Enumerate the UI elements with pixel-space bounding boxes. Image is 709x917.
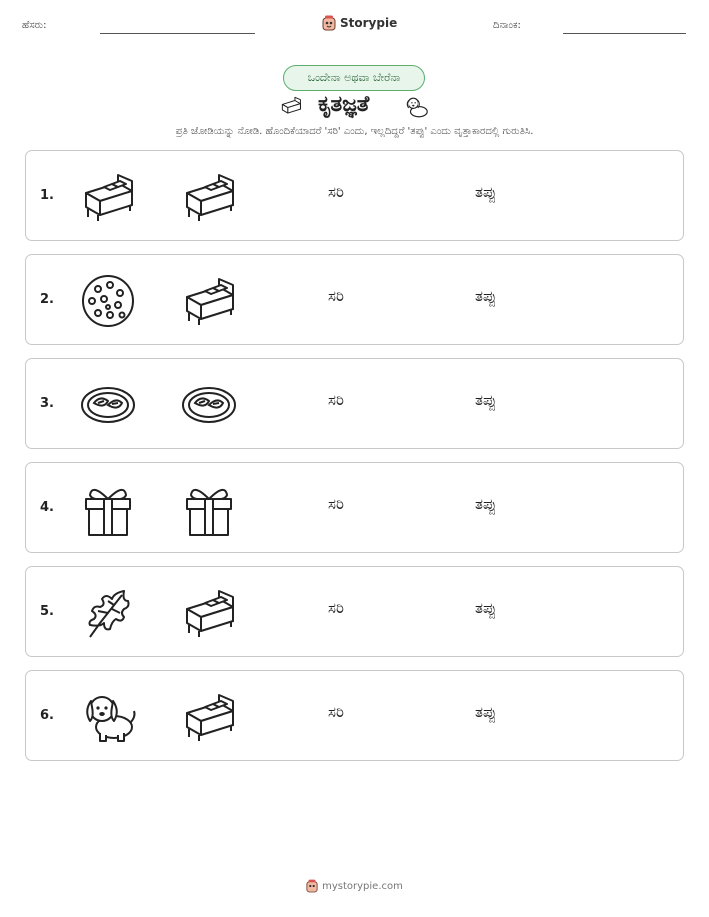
brand-name: Storypie bbox=[340, 16, 398, 30]
plate-icon bbox=[78, 377, 138, 433]
gift-icon bbox=[179, 481, 239, 537]
question-number: 2. bbox=[40, 292, 54, 307]
option-same[interactable]: ಸರಿ bbox=[328, 183, 344, 201]
footer bbox=[0, 879, 709, 893]
question-number: 4. bbox=[40, 500, 54, 515]
puppy-icon bbox=[78, 689, 138, 745]
puppy-icon bbox=[402, 94, 432, 120]
option-same[interactable]: ಸರಿ bbox=[328, 599, 344, 617]
option-same[interactable]: ಸರಿ bbox=[328, 287, 344, 305]
bed-icon bbox=[276, 95, 306, 117]
option-different[interactable]: ತಪ್ಪು bbox=[475, 183, 497, 201]
option-same[interactable]: ಸರಿ bbox=[328, 391, 344, 409]
question-number: 3. bbox=[40, 396, 54, 411]
question-number: 5. bbox=[40, 604, 54, 619]
name-line[interactable] bbox=[100, 33, 255, 34]
instructions: ಪ್ರತಿ ಜೋಡಿಯನ್ನು ನೋಡಿ. ಹೊಂದಿಕೆಯಾದರೆ 'ಸರಿ' ಎಂದು, ಇಲ್ಲದಿದ್ದರೆ 'ತಪ್ಪು' ಎಂದು ವೃತ್ತಾಕಾರದಲ್ಲಿ ಗುರುತಿಸಿ. bbox=[175, 126, 534, 137]
option-same[interactable]: ಸರಿ bbox=[328, 703, 344, 721]
leaf-icon bbox=[78, 585, 138, 641]
name-label: ಹೆಸರು: bbox=[22, 20, 47, 31]
worksheet-title: ಕೃತಜ್ಞತೆ bbox=[318, 92, 370, 117]
storypie-mascot-icon bbox=[306, 879, 318, 893]
date-label: ದಿನಾಂಕ: bbox=[493, 20, 521, 31]
bed-icon bbox=[179, 273, 239, 329]
option-different[interactable]: ತಪ್ಪು bbox=[475, 287, 497, 305]
footer-site-link[interactable]: mystorypie.com bbox=[322, 880, 403, 892]
question-number: 6. bbox=[40, 708, 54, 723]
date-line[interactable] bbox=[563, 33, 686, 34]
storypie-mascot-icon bbox=[322, 15, 336, 31]
option-different[interactable]: ತಪ್ಪು bbox=[475, 703, 497, 721]
bed-icon bbox=[179, 689, 239, 745]
option-same[interactable]: ಸರಿ bbox=[328, 495, 344, 513]
question-row-5 bbox=[25, 566, 684, 657]
option-different[interactable]: ತಪ್ಪು bbox=[475, 391, 497, 409]
bed-icon bbox=[78, 169, 138, 225]
bed-icon bbox=[179, 585, 239, 641]
cookie-icon bbox=[78, 273, 138, 329]
option-different[interactable]: ತಪ್ಪು bbox=[475, 599, 497, 617]
question-number: 1. bbox=[40, 188, 54, 203]
question-row-1 bbox=[25, 150, 684, 241]
brand-logo bbox=[322, 13, 397, 33]
plate-icon bbox=[179, 377, 239, 433]
bed-icon bbox=[179, 169, 239, 225]
worksheet-type-badge: ಒಂದೇನಾ ಅಥವಾ ಬೇರೆನಾ bbox=[283, 65, 425, 91]
question-row-2 bbox=[25, 254, 684, 345]
question-row-6 bbox=[25, 670, 684, 761]
option-different[interactable]: ತಪ್ಪು bbox=[475, 495, 497, 513]
question-row-4 bbox=[25, 462, 684, 553]
question-row-3 bbox=[25, 358, 684, 449]
gift-icon bbox=[78, 481, 138, 537]
